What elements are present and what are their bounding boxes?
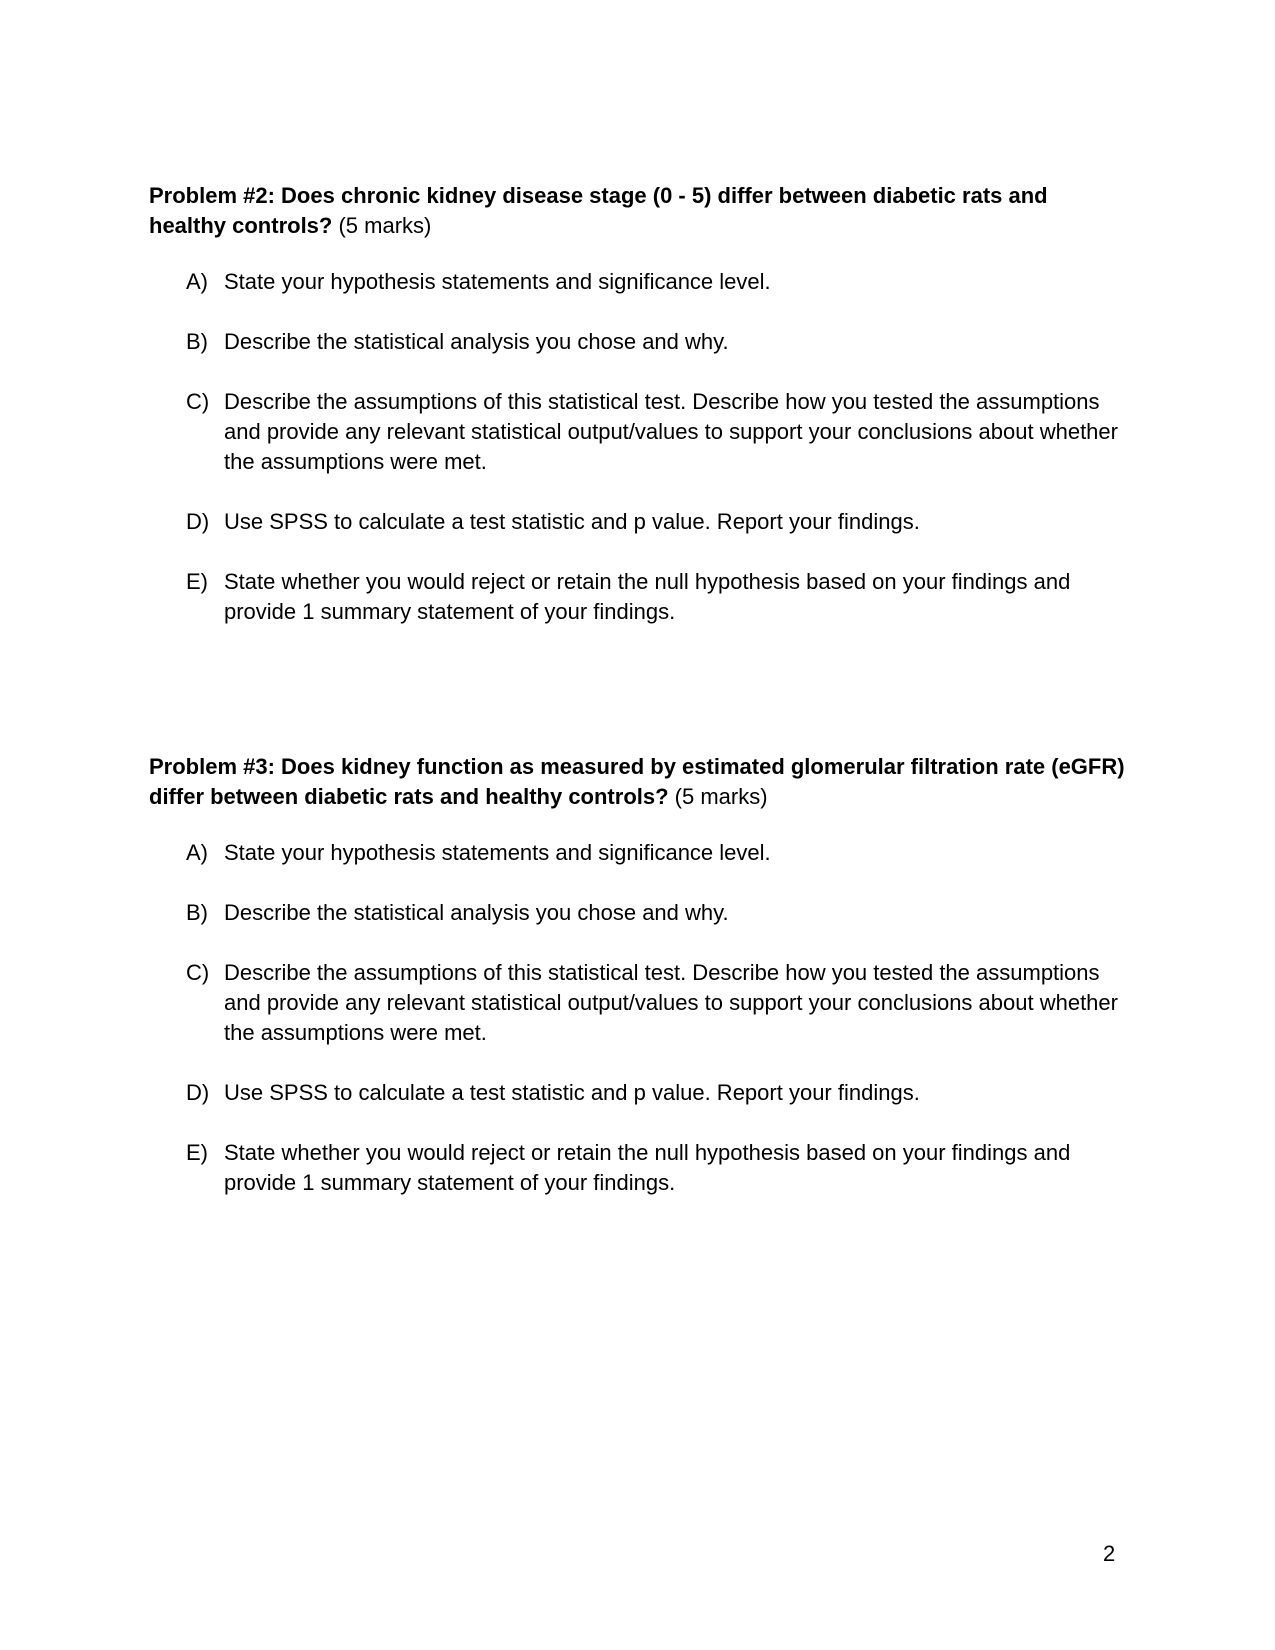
item-letter: B): [186, 900, 208, 925]
item-text: Describe the assumptions of this statistical test. Describe how you tested the assumptions and provide any relevant statistical output/values to support your conclusions about whether the assumptions were met.: [224, 960, 1118, 1045]
item-letter: D): [186, 509, 210, 534]
list-item: [149, 567, 1129, 627]
problem-2: [149, 181, 1129, 657]
item-text: Use SPSS to calculate a test statistic and p value. Report your findings.: [224, 1080, 920, 1105]
item-text: Describe the assumptions of this statistical test. Describe how you tested the assumptions and provide any relevant statistical output/values to support your conclusions about whether the assumptions were met.: [224, 389, 1118, 474]
item-letter: E): [186, 1140, 208, 1165]
problem-3-title: [149, 752, 1129, 812]
list-item: [149, 838, 1129, 868]
item-text: State your hypothesis statements and significance level.: [224, 840, 771, 865]
item-letter: A): [186, 840, 208, 865]
problem-2-items: [149, 267, 1129, 627]
item-letter: D): [186, 1080, 210, 1105]
item-letter: C): [186, 960, 210, 985]
item-text: Use SPSS to calculate a test statistic and p value. Report your findings.: [224, 509, 920, 534]
item-text: State whether you would reject or retain the null hypothesis based on your findings and provide 1 summary statement of your findings.: [224, 569, 1071, 624]
problem-3-items: [149, 838, 1129, 1198]
item-letter: C): [186, 389, 210, 414]
problem-3: [149, 752, 1129, 1228]
problem-2-title: [149, 181, 1129, 241]
list-item: [149, 327, 1129, 357]
problem-3-question: Problem #3: Does kidney function as measured by estimated glomerular filtration rate (eGFR) differ between diabetic rats and healthy controls?: [149, 754, 1125, 809]
list-item: [149, 958, 1129, 1048]
item-text: Describe the statistical analysis you chose and why.: [224, 329, 729, 354]
problem-3-marks: (5 marks): [674, 784, 768, 809]
item-text: State your hypothesis statements and significance level.: [224, 269, 771, 294]
list-item: [149, 267, 1129, 297]
list-item: [149, 387, 1129, 477]
problem-2-question: Problem #2: Does chronic kidney disease stage (0 - 5) differ between diabetic rats and healthy controls?: [149, 183, 1048, 238]
item-text: State whether you would reject or retain the null hypothesis based on your findings and provide 1 summary statement of your findings.: [224, 1140, 1071, 1195]
list-item: [149, 1078, 1129, 1108]
list-item: [149, 1138, 1129, 1198]
list-item: [149, 898, 1129, 928]
item-text: Describe the statistical analysis you chose and why.: [224, 900, 729, 925]
list-item: [149, 507, 1129, 537]
problem-2-marks: (5 marks): [338, 213, 432, 238]
item-letter: A): [186, 269, 208, 294]
item-letter: E): [186, 569, 208, 594]
item-letter: B): [186, 329, 208, 354]
page-number: 2: [1103, 1541, 1116, 1566]
